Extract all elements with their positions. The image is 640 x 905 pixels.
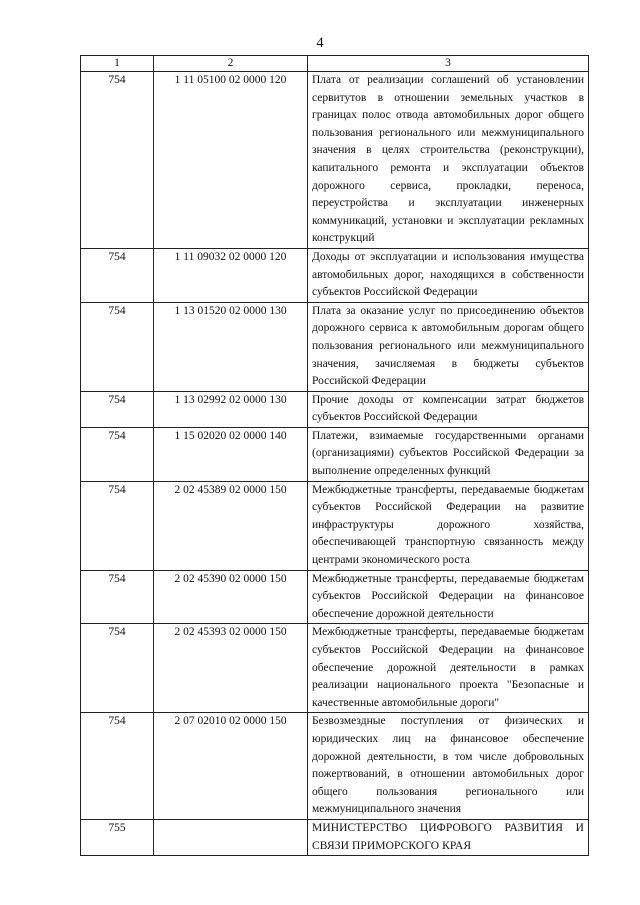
admin-code-cell: 754 (81, 481, 154, 570)
table-row (81, 302, 589, 391)
revenue-code-cell: 1 11 05100 02 0000 120 (154, 72, 308, 249)
description-cell: Плата за оказание услуг по присоединению объектов дорожного сервиса к автомобильным дорогам общего пользования регионального или межмуниципального значения, зачисляемая в бюджеты субъектов Российской Федерации (308, 302, 589, 391)
table-row (81, 570, 589, 624)
table-row (81, 427, 589, 481)
admin-code-cell: 754 (81, 302, 154, 391)
admin-code-cell: 754 (81, 570, 154, 624)
table-row (81, 72, 589, 249)
admin-code-cell: 755 (81, 819, 154, 855)
description-cell: Межбюджетные трансферты, передаваемые бюджетам субъектов Российской Федерации на финансовое обеспечение дорожной деятельности (308, 570, 589, 624)
revenue-code-cell: 1 15 02020 02 0000 140 (154, 427, 308, 481)
admin-code-cell: 754 (81, 713, 154, 820)
revenue-code-cell: 1 11 09032 02 0000 120 (154, 248, 308, 302)
budget-classification-table (80, 55, 589, 856)
admin-code-cell: 754 (81, 624, 154, 713)
page-number: 4 (316, 35, 324, 51)
table-row (81, 713, 589, 820)
table-row (81, 624, 589, 713)
description-cell: Межбюджетные трансферты, передаваемые бюджетам субъектов Российской Федерации на развитие инфраструктуры дорожного хозяйства, обеспечивающей транспортную связанность между центрами экономического роста (308, 481, 589, 570)
revenue-code-cell: 2 02 45390 02 0000 150 (154, 570, 308, 624)
revenue-code-cell (154, 819, 308, 855)
revenue-code-cell: 2 02 45393 02 0000 150 (154, 624, 308, 713)
description-cell: Прочие доходы от компенсации затрат бюджетов субъектов Российской Федерации (308, 391, 589, 427)
table-row (81, 819, 589, 855)
description-cell: Плата от реализации соглашений об установлении сервитутов в отношении земельных участков в границах полос отвода автомобильных дорог общего пользования регионального или межмуниципального значения в целях строительства (реконструкции), капитального ремонта и эксплуатации объектов дорожного сервиса, прокладки, переноса, переустройства и эксплуатации инженерных коммуникаций, установки и эксплуатации рекламных конструкций (308, 72, 589, 249)
column-header-3: 3 (308, 56, 589, 72)
column-header-2: 2 (154, 56, 308, 72)
revenue-code-cell: 2 02 45389 02 0000 150 (154, 481, 308, 570)
table-row (81, 248, 589, 302)
revenue-code-cell: 2 07 02010 02 0000 150 (154, 713, 308, 820)
table-row (81, 391, 589, 427)
ministry-heading-cell: МИНИСТЕРСТВО ЦИФРОВОГО РАЗВИТИЯ И СВЯЗИ ПРИМОРСКОГО КРАЯ (308, 819, 589, 855)
revenue-code-cell: 1 13 01520 02 0000 130 (154, 302, 308, 391)
admin-code-cell: 754 (81, 391, 154, 427)
admin-code-cell: 754 (81, 248, 154, 302)
description-cell: Доходы от эксплуатации и использования имущества автомобильных дорог, находящихся в собственности субъектов Российской Федерации (308, 248, 589, 302)
description-cell: Платежи, взимаемые государственными органами (организациями) субъектов Российской Федерации за выполнение определенных функций (308, 427, 589, 481)
description-cell: Безвозмездные поступления от физических и юридических лиц на финансовое обеспечение дорожной деятельности, в том числе добровольных пожертвований, в отношении автомобильных дорог общего пользования регионального или межмуниципального значения (308, 713, 589, 820)
admin-code-cell: 754 (81, 427, 154, 481)
admin-code-cell: 754 (81, 72, 154, 249)
revenue-code-cell: 1 13 02992 02 0000 130 (154, 391, 308, 427)
table-header-row (81, 56, 589, 72)
column-header-1: 1 (81, 56, 154, 72)
description-cell: Межбюджетные трансферты, передаваемые бюджетам субъектов Российской Федерации на финансовое обеспечение дорожной деятельности в рамках реализации национального проекта "Безопасные и качественные автомобильные дороги" (308, 624, 589, 713)
table-row (81, 481, 589, 570)
